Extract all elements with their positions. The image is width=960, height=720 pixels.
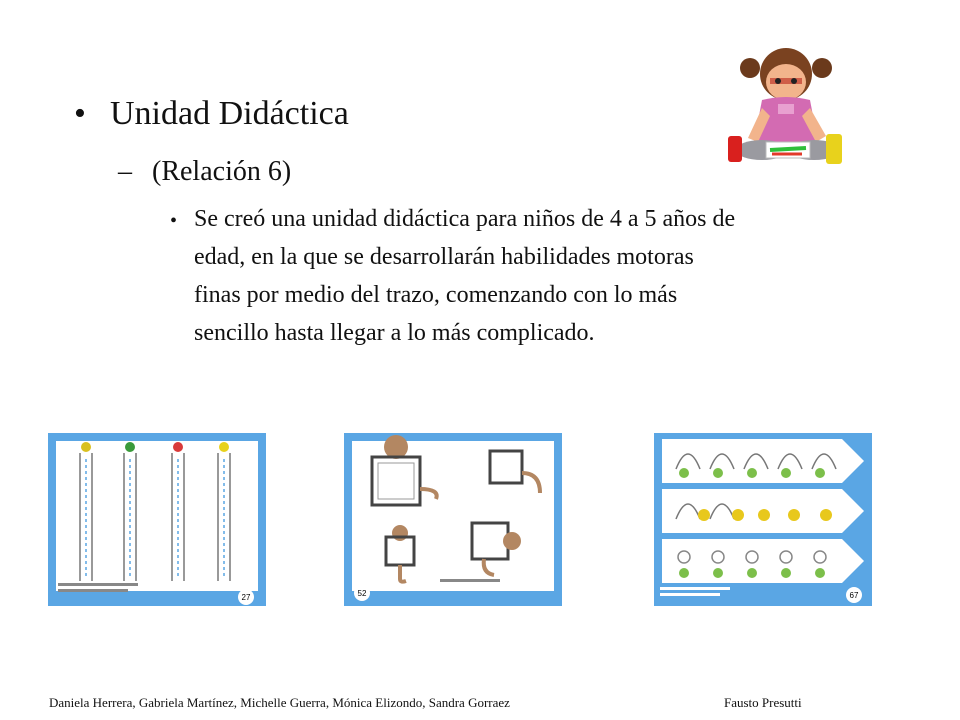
bullet-icon: • (74, 95, 86, 132)
page-number: 67 (849, 591, 859, 600)
slide-title: Unidad Didáctica (110, 95, 349, 132)
body-line: finas por medio del trazo, comenzando con lo más (194, 282, 678, 308)
worksheet-thumbnail-snails (654, 433, 872, 606)
body-line: Se creó una unidad didáctica para niños de 4 a 5 años de (194, 206, 736, 232)
page-number: 27 (241, 593, 251, 602)
dash-icon: – (118, 156, 132, 187)
worksheet-thumbnail-squares (344, 433, 562, 606)
bullet-icon: • (170, 210, 178, 232)
worksheet-thumbnail-lines (48, 433, 266, 606)
page-number: 52 (357, 589, 367, 598)
body-line: edad, en la que se desarrollarán habilidades motoras (194, 244, 694, 270)
girl-clipart-image (722, 38, 852, 170)
footer-authors: Daniela Herrera, Gabriela Martínez, Michelle Guerra, Mónica Elizondo, Sandra Gorraez (49, 695, 510, 710)
footer-advisor: Fausto Presutti (724, 695, 802, 710)
body-line: sencillo hasta llegar a lo más complicado. (194, 320, 595, 346)
slide-subtitle: (Relación 6) (152, 156, 292, 187)
